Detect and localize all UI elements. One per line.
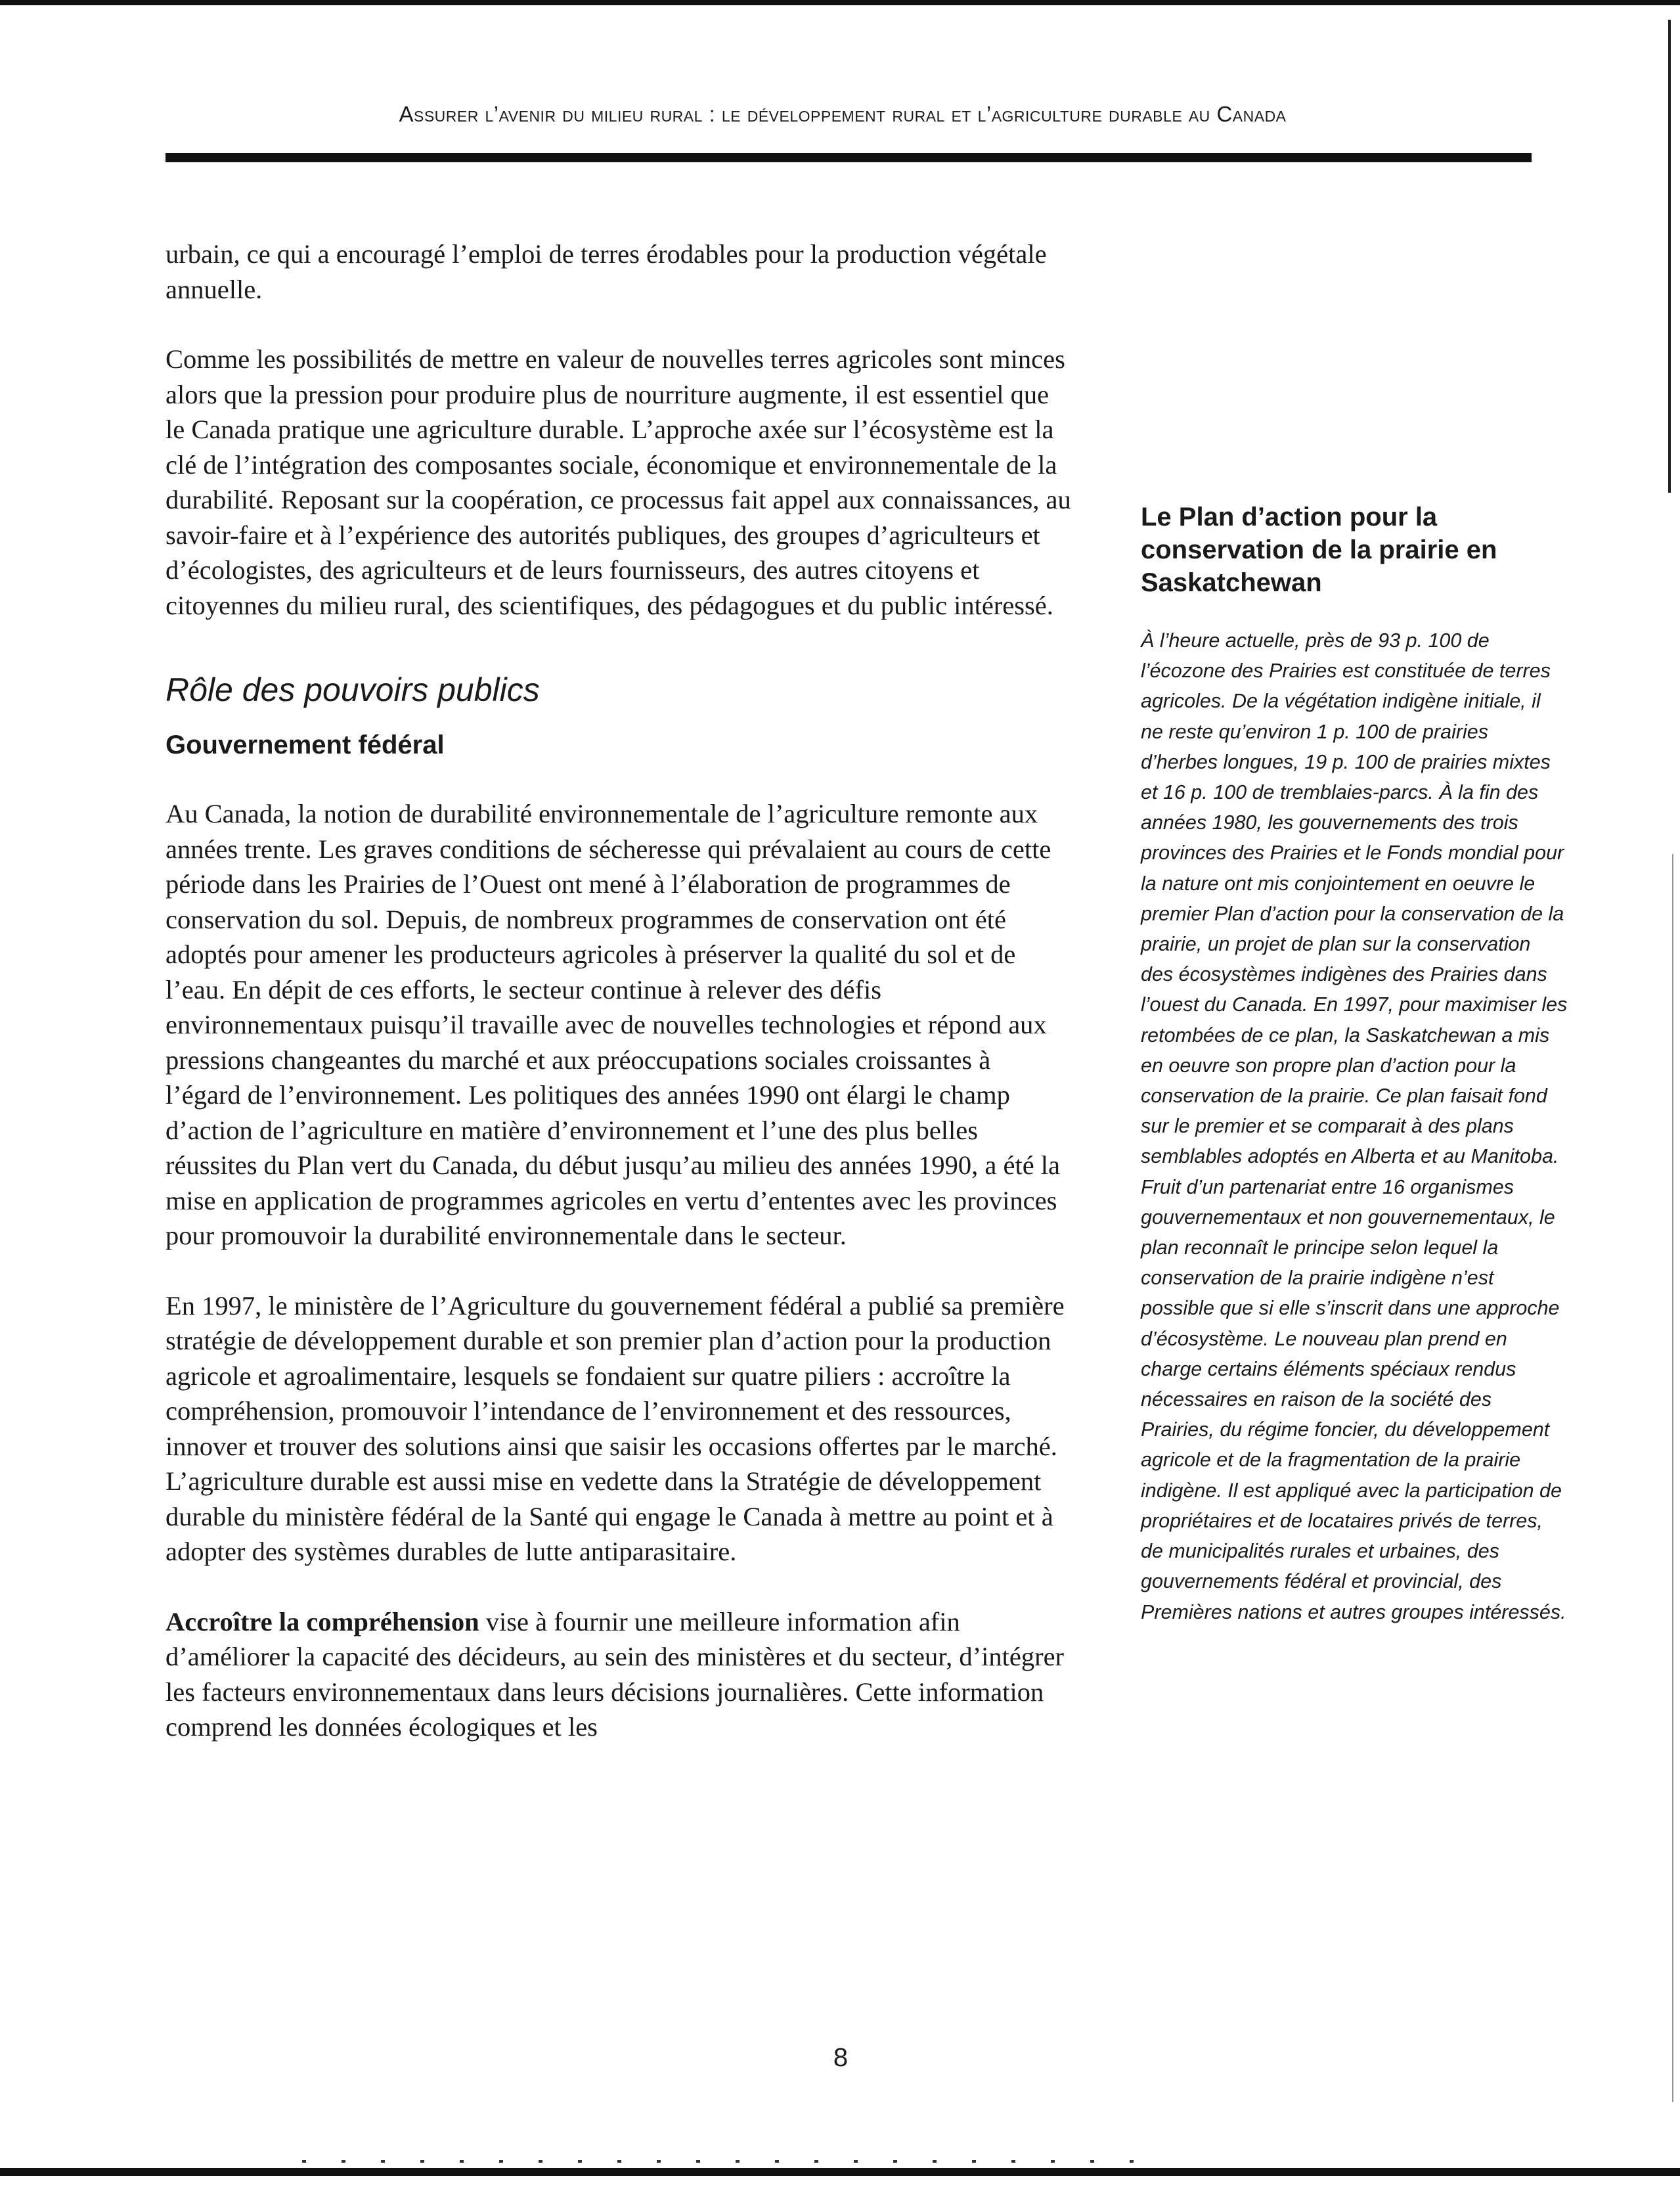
scan-edge-right xyxy=(1668,20,1671,493)
paragraph-intro-1: urbain, ce qui a encouragé l’emploi de terres érodables pour la production végétale annuelle. xyxy=(166,239,1047,304)
sidebar-box xyxy=(1141,501,1568,1627)
section-heading: Rôle des pouvoirs publics xyxy=(166,671,540,708)
scan-edge-right-faint xyxy=(1672,854,1673,2102)
paragraph-intro-2: Comme les possibilités de mettre en valeur de nouvelles terres agricoles sont minces alors que la pression pour produire plus de nourriture augmente, il est essentiel que le Canada pratique une agriculture durable. L’approche axée sur l’écosystème est la clé de l’intégration des composantes sociale, économique et environnementale de la durabilité. Reposant sur la coopération, ce processus fait appel aux connaissances, au savoir-faire et à l’expérience des autorités publiques, des groupes d’agriculteurs et d’écologistes, des agriculteurs et de leurs fournisseurs, des autres citoyens et citoyennes du milieu rural, des scientifiques, des pédagogues et du public intéressé. xyxy=(166,344,1071,620)
header-rule xyxy=(166,153,1532,162)
paragraph-federal-2: En 1997, le ministère de l’Agriculture du gouvernement fédéral a publié sa première stratégie de développement durable et son premier plan d’action pour la production agricole et agroalimentaire, lesquels se fondaient sur quatre piliers : accroître la compréhension, promouvoir l’intendance de l’environnement et des ressources, innover et trouver des solutions ainsi que saisir les occasions offertes par le marché. L’agriculture durable est aussi mise en vedette dans la Stratégie de développement durable du ministère fédéral de la Santé qui engage le Canada à mettre au point et à adopter des systèmes durables de lutte antiparasitaire. xyxy=(166,1290,1065,1566)
bold-lead-text: Accroître la compréhension xyxy=(166,1606,479,1636)
scan-artifacts xyxy=(302,2160,1156,2163)
sidebar-body: À l’heure actuelle, près de 93 p. 100 de l’écozone des Prairies est constituée de terres agricoles. De la végétation indigène initiale, il ne reste qu’environ 1 p. 100 de prairies d’herbes longues, 19 p. 100 de prairies mixtes et 16 p. 100 de tremblaies-parcs. À la fin des années 1980, les gouvernements des trois provinces des Prairies et le Fonds mondial pour la nature ont mis conjointement en oeuvre le premier Plan d’action pour la conservation de la prairie, un projet de plan sur la conservation des écosystèmes indigènes des Prairies dans l’ouest du Canada. En 1997, pour maximiser les retombées de ce plan, la Saskatchewan a mis en oeuvre son propre plan d’action pour la conservation de la prairie. Ce plan faisait fond sur le premier et se comparait à des plans semblables adoptés en Alberta et au Manitoba. Fruit d’un partenariat entre 16 organismes gouvernementaux et non gouvernementaux, le plan reconnaît le principe selon lequel la conservation de la prairie indigène n’est possible que si elle s’inscrit dans une approche d’écosystème. Le nouveau plan prend en charge certains éléments spéciaux rendus nécessaires en raison de la société des Prairies, du régime foncier, du développement agricole et de la fragmentation de la prairie indigène. Il est appliqué avec la participation de propriétaires et de locataires privés de terres, de municipalités rurales et urbaines, des gouvernements fédéral et provincial, des Premières nations et autres groupes intéressés. xyxy=(1141,629,1568,1623)
page-number: 8 xyxy=(833,2043,849,2072)
paragraph-understanding xyxy=(166,1604,1072,1745)
running-header: Assurer l’avenir du milieu rural : le développement rural et l’agriculture durable au Canada xyxy=(399,102,1287,126)
paragraph-understanding-body: vise à fournir une meilleure information afin d’améliorer la capacité des décideurs, au sein des ministères et du secteur, d’intégrer les facteurs environnementaux dans leurs décisions journalières. Cette information comprend les données écologiques et les xyxy=(166,1606,1065,1742)
scan-edge-top xyxy=(0,0,1680,5)
paragraph-federal-1: Au Canada, la notion de durabilité environnementale de l’agriculture remonte aux années trente. Les graves conditions de sécheresse qui prévalaient au cours de cette période dans les Prairies de l’Ouest ont mené à l’élaboration de programmes de conservation du sol. Depuis, de nombreux programmes de conservation ont été adoptés pour amener les producteurs agricoles à préserver la qualité du sol et de l’eau. En dépit de ces efforts, le secteur continue à relever des défis environnementaux puisqu’il travaille avec de nouvelles technologies et répond aux pressions changeantes du marché et aux préoccupations sociales croissantes à l’égard de l’environnement. Les politiques des années 1990 ont élargi le champ d’action de l’agriculture en matière d’environnement et l’une des plus belles réussites du Plan vert du Canada, du début jusqu’au milieu des années 1990, a été la mise en application de programmes agricoles en vertu d’ententes avec les provinces pour promouvoir la durabilité environnementale dans le secteur. xyxy=(166,799,1061,1250)
main-column xyxy=(166,237,1072,1780)
scan-edge-bottom xyxy=(0,2168,1680,2176)
subsection-heading: Gouvernement fédéral xyxy=(166,731,445,759)
sidebar-title: Le Plan d’action pour la conservation de la prairie en Saskatchewan xyxy=(1141,503,1497,597)
